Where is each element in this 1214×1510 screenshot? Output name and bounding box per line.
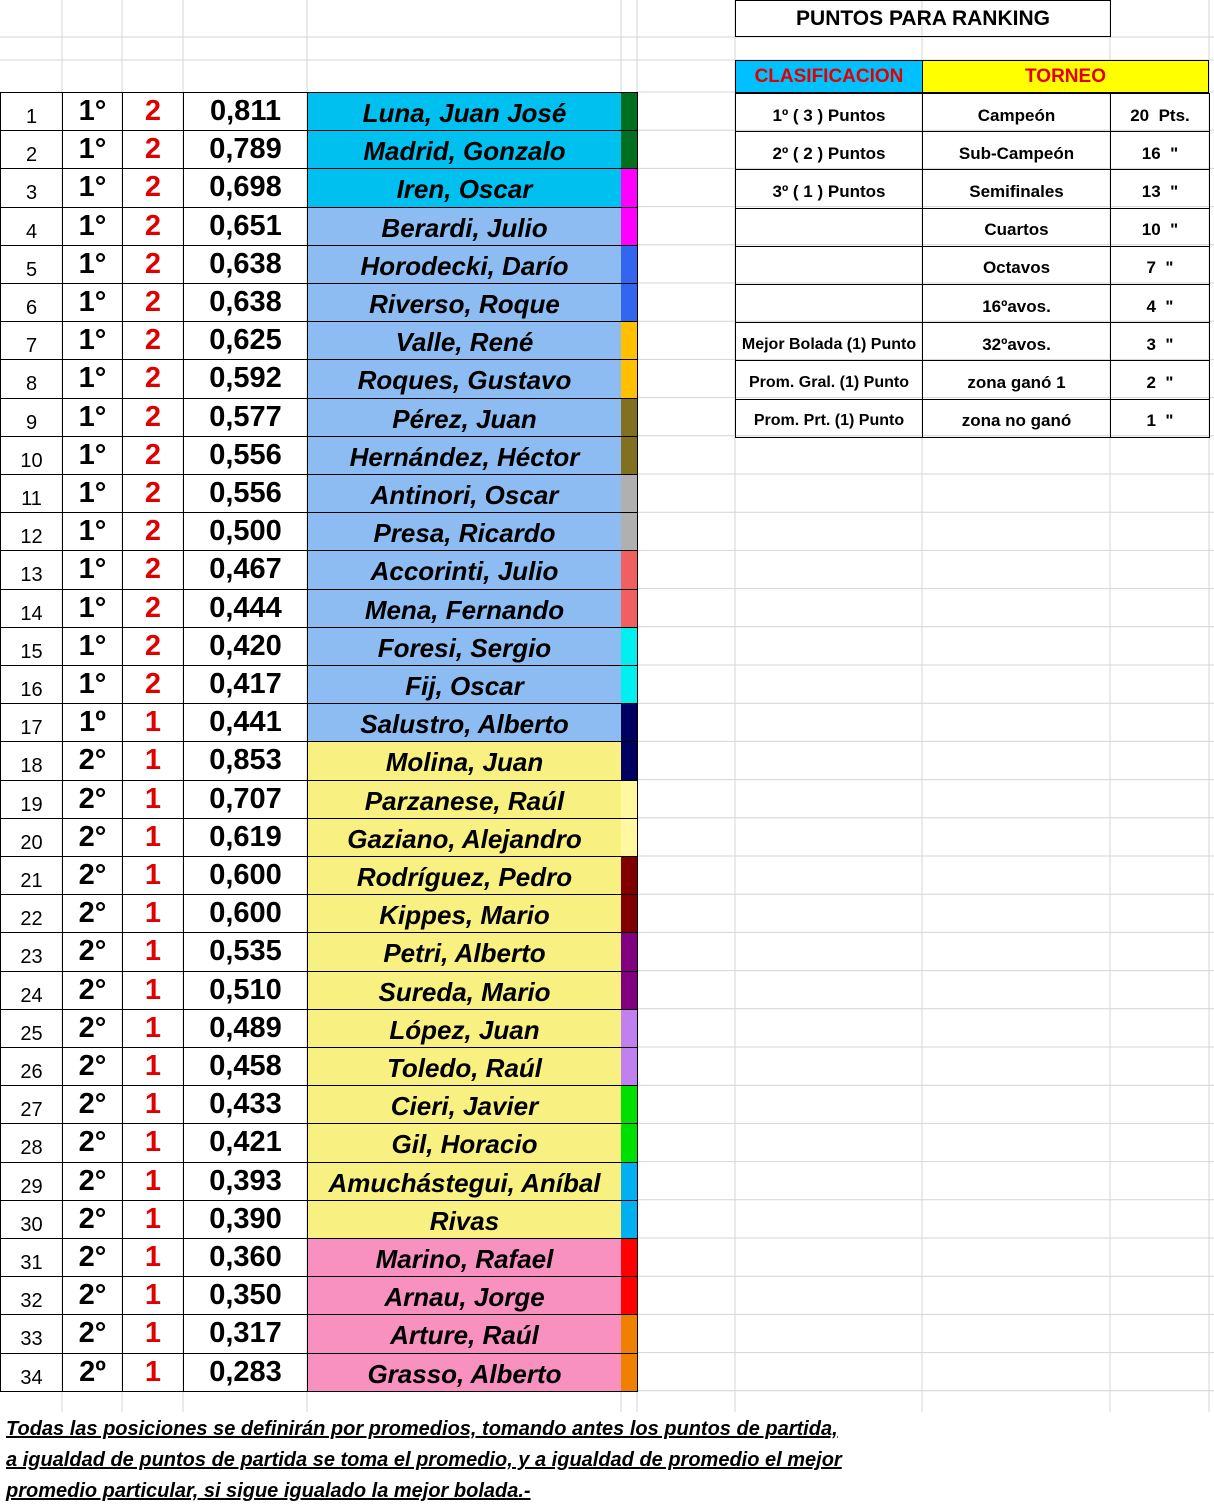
row-number: 11 [0, 474, 63, 513]
zone-points: 2 [122, 283, 184, 322]
clasificacion-cell [735, 246, 923, 285]
group-color-swatch [621, 474, 638, 513]
group-color-swatch [621, 1009, 638, 1048]
average-value: 0,441 [183, 703, 308, 742]
position-label: 2° [62, 1123, 123, 1162]
player-name: Presa, Ricardo [307, 512, 622, 551]
average-value: 0,535 [183, 932, 308, 971]
average-value: 0,592 [183, 359, 308, 398]
group-color-swatch [621, 283, 638, 322]
group-color-swatch [621, 1123, 638, 1162]
row-number: 23 [0, 932, 63, 971]
player-name: Cieri, Javier [307, 1085, 622, 1124]
zone-points: 1 [122, 1085, 184, 1124]
clasificacion-cell: 1º ( 3 ) Puntos [735, 93, 923, 132]
position-label: 2° [62, 1276, 123, 1315]
player-name: Parzanese, Raúl [307, 780, 622, 819]
player-name: Berardi, Julio [307, 207, 622, 246]
group-color-swatch [621, 703, 638, 742]
average-value: 0,467 [183, 550, 308, 589]
torneo-points-cell: 7 " [1110, 246, 1210, 285]
zone-points: 1 [122, 1238, 184, 1277]
player-name: Iren, Oscar [307, 168, 622, 207]
average-value: 0,360 [183, 1238, 308, 1277]
group-color-swatch [621, 550, 638, 589]
player-name: Arture, Raúl [307, 1314, 622, 1353]
player-name: Riverso, Roque [307, 283, 622, 322]
row-number: 3 [0, 168, 63, 207]
torneo-stage-cell: zona no ganó [922, 399, 1111, 438]
group-color-swatch [621, 92, 638, 131]
group-color-swatch [621, 818, 638, 857]
page-title: PUNTOS PARA RANKING [735, 0, 1111, 37]
group-color-swatch [621, 436, 638, 475]
zone-points: 1 [122, 932, 184, 971]
position-label: 1° [62, 207, 123, 246]
zone-points: 2 [122, 436, 184, 475]
average-value: 0,556 [183, 474, 308, 513]
average-value: 0,489 [183, 1009, 308, 1048]
group-color-swatch [621, 971, 638, 1010]
row-number: 13 [0, 550, 63, 589]
zone-points: 1 [122, 1162, 184, 1201]
torneo-header: TORNEO [922, 60, 1209, 93]
group-color-swatch [621, 1314, 638, 1353]
player-name: Amuchástegui, Aníbal [307, 1162, 622, 1201]
position-label: 1° [62, 436, 123, 475]
clasificacion-cell: 3º ( 1 ) Puntos [735, 169, 923, 208]
average-value: 0,651 [183, 207, 308, 246]
row-number: 12 [0, 512, 63, 551]
clasificacion-cell [735, 284, 923, 323]
average-value: 0,698 [183, 168, 308, 207]
player-name: Molina, Juan [307, 741, 622, 780]
group-color-swatch [621, 1238, 638, 1277]
position-label: 2° [62, 971, 123, 1010]
group-color-swatch [621, 780, 638, 819]
player-name: Roques, Gustavo [307, 359, 622, 398]
row-number: 21 [0, 856, 63, 895]
group-color-swatch [621, 665, 638, 704]
average-value: 0,420 [183, 627, 308, 666]
torneo-stage-cell: Cuartos [922, 208, 1111, 247]
player-name: Luna, Juan José [307, 92, 622, 131]
player-name: Fij, Oscar [307, 665, 622, 704]
torneo-points-cell: 20 Pts. [1110, 93, 1210, 132]
row-number: 15 [0, 627, 63, 666]
torneo-points-cell: 2 " [1110, 360, 1210, 399]
zone-points: 2 [122, 321, 184, 360]
group-color-swatch [621, 856, 638, 895]
row-number: 25 [0, 1009, 63, 1048]
position-label: 2° [62, 741, 123, 780]
torneo-stage-cell: 32ºavos. [922, 322, 1111, 361]
position-label: 2º [62, 1353, 123, 1392]
group-color-swatch [621, 245, 638, 284]
player-name: Hernández, Héctor [307, 436, 622, 475]
zone-points: 1 [122, 1123, 184, 1162]
position-label: 1° [62, 550, 123, 589]
position-label: 1° [62, 589, 123, 628]
zone-points: 2 [122, 207, 184, 246]
player-name: Gil, Horacio [307, 1123, 622, 1162]
average-value: 0,789 [183, 130, 308, 169]
row-number: 8 [0, 359, 63, 398]
average-value: 0,444 [183, 589, 308, 628]
group-color-swatch [621, 359, 638, 398]
player-name: Marino, Rafael [307, 1238, 622, 1277]
row-number: 4 [0, 207, 63, 246]
position-label: 1° [62, 398, 123, 437]
position-label: 2° [62, 1085, 123, 1124]
row-number: 16 [0, 665, 63, 704]
average-value: 0,417 [183, 665, 308, 704]
position-label: 2° [62, 1238, 123, 1277]
player-name: Sureda, Mario [307, 971, 622, 1010]
row-number: 33 [0, 1314, 63, 1353]
group-color-swatch [621, 1276, 638, 1315]
player-name: Accorinti, Julio [307, 550, 622, 589]
player-name: Rodríguez, Pedro [307, 856, 622, 895]
group-color-swatch [621, 168, 638, 207]
zone-points: 2 [122, 359, 184, 398]
player-name: Toledo, Raúl [307, 1047, 622, 1086]
position-label: 2° [62, 780, 123, 819]
torneo-stage-cell: Campeón [922, 93, 1111, 132]
torneo-points-cell: 4 " [1110, 284, 1210, 323]
row-number: 31 [0, 1238, 63, 1277]
position-label: 2° [62, 1162, 123, 1201]
player-name: Kippes, Mario [307, 894, 622, 933]
average-value: 0,510 [183, 971, 308, 1010]
position-label: 1° [62, 283, 123, 322]
player-name: Foresi, Sergio [307, 627, 622, 666]
clasificacion-cell: Prom. Prt. (1) Punto [735, 399, 923, 438]
group-color-swatch [621, 589, 638, 628]
position-label: 2° [62, 1009, 123, 1048]
average-value: 0,350 [183, 1276, 308, 1315]
zone-points: 1 [122, 1200, 184, 1239]
group-color-swatch [621, 321, 638, 360]
position-label: 2° [62, 1047, 123, 1086]
group-color-swatch [621, 1047, 638, 1086]
zone-points: 1 [122, 703, 184, 742]
group-color-swatch [621, 1353, 638, 1392]
row-number: 6 [0, 283, 63, 322]
average-value: 0,421 [183, 1123, 308, 1162]
player-name: Valle, René [307, 321, 622, 360]
average-value: 0,433 [183, 1085, 308, 1124]
zone-points: 2 [122, 168, 184, 207]
group-color-swatch [621, 741, 638, 780]
torneo-points-cell: 13 " [1110, 169, 1210, 208]
player-name: Salustro, Alberto [307, 703, 622, 742]
zone-points: 1 [122, 971, 184, 1010]
average-value: 0,393 [183, 1162, 308, 1201]
position-label: 1° [62, 512, 123, 551]
player-name: Grasso, Alberto [307, 1353, 622, 1392]
footnote-line-2: a igualdad de puntos de partida se toma el promedio, y a igualdad de promedio el mejor [6, 1449, 842, 1471]
position-label: 2° [62, 932, 123, 971]
zone-points: 1 [122, 1314, 184, 1353]
group-color-swatch [621, 1162, 638, 1201]
zone-points: 2 [122, 92, 184, 131]
row-number: 18 [0, 741, 63, 780]
player-name: Antinori, Oscar [307, 474, 622, 513]
average-value: 0,283 [183, 1353, 308, 1392]
row-number: 2 [0, 130, 63, 169]
group-color-swatch [621, 1200, 638, 1239]
player-name: López, Juan [307, 1009, 622, 1048]
player-name: Madrid, Gonzalo [307, 130, 622, 169]
player-name: Gaziano, Alejandro [307, 818, 622, 857]
zone-points: 2 [122, 665, 184, 704]
average-value: 0,638 [183, 245, 308, 284]
player-name: Pérez, Juan [307, 398, 622, 437]
footnote-line-3: promedio particular, si sigue igualado la mejor bolada.- [6, 1480, 531, 1502]
row-number: 28 [0, 1123, 63, 1162]
zone-points: 2 [122, 589, 184, 628]
average-value: 0,500 [183, 512, 308, 551]
zone-points: 1 [122, 894, 184, 933]
position-label: 1º [62, 703, 123, 742]
average-value: 0,853 [183, 741, 308, 780]
group-color-swatch [621, 1085, 638, 1124]
row-number: 27 [0, 1085, 63, 1124]
group-color-swatch [621, 894, 638, 933]
position-label: 1° [62, 474, 123, 513]
position-label: 1° [62, 130, 123, 169]
row-number: 7 [0, 321, 63, 360]
torneo-points-cell: 16 " [1110, 131, 1210, 170]
zone-points: 1 [122, 1276, 184, 1315]
position-label: 1° [62, 92, 123, 131]
row-number: 32 [0, 1276, 63, 1315]
row-number: 17 [0, 703, 63, 742]
clasificacion-cell: Prom. Gral. (1) Punto [735, 360, 923, 399]
torneo-stage-cell: 16ºavos. [922, 284, 1111, 323]
group-color-swatch [621, 207, 638, 246]
zone-points: 2 [122, 627, 184, 666]
average-value: 0,317 [183, 1314, 308, 1353]
player-name: Rivas [307, 1200, 622, 1239]
player-name: Horodecki, Darío [307, 245, 622, 284]
average-value: 0,458 [183, 1047, 308, 1086]
zone-points: 2 [122, 245, 184, 284]
group-color-swatch [621, 627, 638, 666]
position-label: 2° [62, 894, 123, 933]
zone-points: 2 [122, 512, 184, 551]
position-label: 1° [62, 321, 123, 360]
row-number: 10 [0, 436, 63, 475]
position-label: 1° [62, 627, 123, 666]
group-color-swatch [621, 130, 638, 169]
row-number: 9 [0, 398, 63, 437]
row-number: 5 [0, 245, 63, 284]
clasificacion-cell [735, 208, 923, 247]
average-value: 0,600 [183, 894, 308, 933]
clasificacion-cell: Mejor Bolada (1) Punto [735, 322, 923, 361]
torneo-stage-cell: zona ganó 1 [922, 360, 1111, 399]
row-number: 14 [0, 589, 63, 628]
row-number: 24 [0, 971, 63, 1010]
average-value: 0,619 [183, 818, 308, 857]
clasificacion-cell: 2º ( 2 ) Puntos [735, 131, 923, 170]
zone-points: 2 [122, 398, 184, 437]
group-color-swatch [621, 932, 638, 971]
position-label: 1° [62, 168, 123, 207]
average-value: 0,638 [183, 283, 308, 322]
average-value: 0,707 [183, 780, 308, 819]
torneo-stage-cell: Semifinales [922, 169, 1111, 208]
average-value: 0,577 [183, 398, 308, 437]
zone-points: 2 [122, 474, 184, 513]
row-number: 20 [0, 818, 63, 857]
position-label: 1° [62, 665, 123, 704]
player-name: Arnau, Jorge [307, 1276, 622, 1315]
average-value: 0,811 [183, 92, 308, 131]
position-label: 1° [62, 359, 123, 398]
row-number: 22 [0, 894, 63, 933]
position-label: 2° [62, 1200, 123, 1239]
position-label: 1° [62, 245, 123, 284]
row-number: 29 [0, 1162, 63, 1201]
zone-points: 2 [122, 550, 184, 589]
zone-points: 1 [122, 1353, 184, 1392]
zone-points: 1 [122, 1047, 184, 1086]
average-value: 0,600 [183, 856, 308, 895]
zone-points: 1 [122, 741, 184, 780]
zone-points: 1 [122, 1009, 184, 1048]
player-name: Mena, Fernando [307, 589, 622, 628]
row-number: 1 [0, 92, 63, 131]
average-value: 0,625 [183, 321, 308, 360]
torneo-stage-cell: Octavos [922, 246, 1111, 285]
position-label: 2° [62, 856, 123, 895]
player-name: Petri, Alberto [307, 932, 622, 971]
row-number: 30 [0, 1200, 63, 1239]
torneo-points-cell: 3 " [1110, 322, 1210, 361]
average-value: 0,556 [183, 436, 308, 475]
zone-points: 1 [122, 818, 184, 857]
zone-points: 2 [122, 130, 184, 169]
torneo-points-cell: 1 " [1110, 399, 1210, 438]
torneo-stage-cell: Sub-Campeón [922, 131, 1111, 170]
zone-points: 1 [122, 780, 184, 819]
group-color-swatch [621, 398, 638, 437]
group-color-swatch [621, 512, 638, 551]
average-value: 0,390 [183, 1200, 308, 1239]
row-number: 19 [0, 780, 63, 819]
position-label: 2° [62, 1314, 123, 1353]
footnote-line-1: Todas las posiciones se definirán por promedios, tomando antes los puntos de partida, [6, 1418, 838, 1440]
row-number: 26 [0, 1047, 63, 1086]
position-label: 2° [62, 818, 123, 857]
zone-points: 1 [122, 856, 184, 895]
row-number: 34 [0, 1353, 63, 1392]
clasificacion-header: CLASIFICACION [735, 60, 923, 93]
torneo-points-cell: 10 " [1110, 208, 1210, 247]
